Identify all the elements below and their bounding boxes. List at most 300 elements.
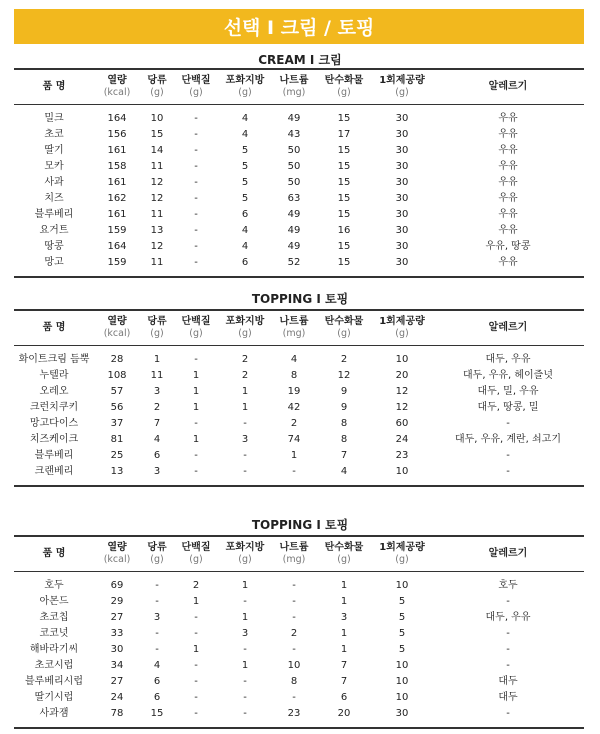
column-header-sodium xyxy=(272,536,316,572)
column-label: 단백질 xyxy=(181,542,211,553)
cell-protein: - xyxy=(194,612,198,623)
cell-protein: 1 xyxy=(192,434,200,445)
cell-allergens: 우유 xyxy=(498,113,518,124)
cell-product-name: 요거트 xyxy=(39,225,69,236)
cell-calories: 27 xyxy=(110,612,124,623)
cell-protein: - xyxy=(194,241,198,252)
cell-calories: 161 xyxy=(107,145,127,156)
cell-sodium: - xyxy=(292,644,296,655)
cell-product-name: 모카 xyxy=(44,161,64,172)
cell-carbohydrate: 20 xyxy=(337,708,351,719)
table-row xyxy=(14,223,584,239)
cell-allergens: 우유 xyxy=(498,145,518,156)
table-row xyxy=(14,191,584,207)
cell-saturated-fat: - xyxy=(243,644,247,655)
cell-protein: - xyxy=(194,193,198,204)
cell-protein: - xyxy=(194,628,198,639)
cell-sugar: 4 xyxy=(153,660,161,671)
cell-sodium: 49 xyxy=(287,225,301,236)
column-header-saturated-fat xyxy=(218,310,272,346)
cell-allergens: 우유 xyxy=(498,225,518,236)
cell-protein: 1 xyxy=(192,596,200,607)
column-header-protein xyxy=(174,310,218,346)
column-header-serving-size xyxy=(372,536,432,572)
cell-sugar: - xyxy=(155,628,159,639)
cell-serving-size: 30 xyxy=(395,177,409,188)
cell-allergens: - xyxy=(506,628,510,639)
cell-saturated-fat: 1 xyxy=(241,386,249,397)
cell-protein: - xyxy=(194,660,198,671)
cell-product-name: 망고 xyxy=(44,257,64,268)
cell-serving-size: 30 xyxy=(395,129,409,140)
column-label: 포화지방 xyxy=(225,75,265,86)
cell-allergens: - xyxy=(506,418,510,429)
column-header-calories xyxy=(94,536,140,572)
cell-calories: 69 xyxy=(110,580,124,591)
cell-sodium: - xyxy=(292,580,296,591)
cell-serving-size: 5 xyxy=(398,596,406,607)
cell-carbohydrate: 3 xyxy=(340,612,348,623)
cell-allergens: 대두, 밀, 우유 xyxy=(477,386,539,397)
cell-sugar: 3 xyxy=(153,386,161,397)
cell-calories: 159 xyxy=(107,225,127,236)
cell-allergens: 우유 xyxy=(498,177,518,188)
cell-calories: 161 xyxy=(107,209,127,220)
cell-serving-size: 30 xyxy=(395,161,409,172)
table-header-row xyxy=(14,536,584,572)
cell-calories: 28 xyxy=(110,354,124,365)
cell-sodium: 43 xyxy=(287,129,301,140)
cell-sugar: 15 xyxy=(150,708,164,719)
cell-saturated-fat: 5 xyxy=(241,177,249,188)
cell-allergens: 우유, 땅콩 xyxy=(485,241,531,252)
cell-allergens: 대두, 우유, 계란, 쇠고기 xyxy=(454,434,561,445)
topping-nutrition-table-1 xyxy=(14,309,584,487)
table-row xyxy=(14,207,584,223)
cell-carbohydrate: 15 xyxy=(337,113,351,124)
cell-serving-size: 24 xyxy=(395,434,409,445)
cell-saturated-fat: - xyxy=(243,692,247,703)
cell-calories: 164 xyxy=(107,113,127,124)
cell-allergens: 우유 xyxy=(498,209,518,220)
cell-saturated-fat: 2 xyxy=(241,370,249,381)
cell-protein: - xyxy=(194,708,198,719)
cell-carbohydrate: 9 xyxy=(340,386,348,397)
column-label: 알레르기 xyxy=(488,322,528,333)
cell-sugar: 11 xyxy=(150,257,164,268)
cell-carbohydrate: 8 xyxy=(340,434,348,445)
cell-saturated-fat: - xyxy=(243,450,247,461)
cell-serving-size: 30 xyxy=(395,708,409,719)
column-header-product-name xyxy=(14,69,94,105)
cell-product-name: 초코칩 xyxy=(39,612,69,623)
cell-sugar: 3 xyxy=(153,612,161,623)
cell-protein: - xyxy=(194,177,198,188)
cell-serving-size: 10 xyxy=(395,660,409,671)
cell-saturated-fat: 4 xyxy=(241,113,249,124)
cell-protein: - xyxy=(194,129,198,140)
cell-protein: - xyxy=(194,354,198,365)
column-label: 1회제공량 xyxy=(379,75,425,86)
cell-saturated-fat: 1 xyxy=(241,660,249,671)
cell-carbohydrate: 1 xyxy=(340,628,348,639)
cell-carbohydrate: 15 xyxy=(337,161,351,172)
table-row xyxy=(14,626,584,642)
cell-serving-size: 10 xyxy=(395,354,409,365)
column-unit: (kcal) xyxy=(103,328,131,339)
column-unit: (g) xyxy=(150,554,164,565)
cell-serving-size: 30 xyxy=(395,257,409,268)
cell-calories: 56 xyxy=(110,402,124,413)
cell-product-name: 누텔라 xyxy=(39,370,69,381)
column-unit: (g) xyxy=(150,328,164,339)
cell-sugar: - xyxy=(155,580,159,591)
cell-carbohydrate: 7 xyxy=(340,450,348,461)
cell-product-name: 블루베리 xyxy=(34,450,74,461)
cell-saturated-fat: 4 xyxy=(241,225,249,236)
cell-serving-size: 12 xyxy=(395,402,409,413)
cell-serving-size: 5 xyxy=(398,644,406,655)
column-unit: (mg) xyxy=(282,554,306,565)
cell-allergens: - xyxy=(506,644,510,655)
cell-product-name: 딸기 xyxy=(44,145,64,156)
cell-sodium: 50 xyxy=(287,177,301,188)
banner-title: 선택 I 크림 / 토핑 xyxy=(223,17,375,39)
cell-protein: 1 xyxy=(192,644,200,655)
cell-protein: - xyxy=(194,692,198,703)
cell-carbohydrate: 7 xyxy=(340,660,348,671)
cell-sodium: 50 xyxy=(287,145,301,156)
cell-sodium: 8 xyxy=(290,370,298,381)
cell-allergens: - xyxy=(506,660,510,671)
cell-carbohydrate: 12 xyxy=(337,370,351,381)
cell-carbohydrate: 7 xyxy=(340,676,348,687)
cell-serving-size: 30 xyxy=(395,193,409,204)
cell-product-name: 아몬드 xyxy=(39,596,69,607)
cell-protein: - xyxy=(194,676,198,687)
column-label: 열량 xyxy=(107,75,127,86)
column-unit: (kcal) xyxy=(103,554,131,565)
column-header-protein xyxy=(174,536,218,572)
cell-saturated-fat: 1 xyxy=(241,402,249,413)
column-label: 알레르기 xyxy=(488,548,528,559)
cell-serving-size: 5 xyxy=(398,628,406,639)
cell-carbohydrate: 15 xyxy=(337,193,351,204)
column-label: 단백질 xyxy=(181,75,211,86)
column-header-protein xyxy=(174,69,218,105)
cell-saturated-fat: 6 xyxy=(241,257,249,268)
cell-protein: 1 xyxy=(192,370,200,381)
section-title-topping-2: TOPPING I 토핑 xyxy=(251,518,349,532)
section-title-topping-1: TOPPING I 토핑 xyxy=(251,292,349,306)
cell-sodium: 8 xyxy=(290,676,298,687)
cell-sugar: 11 xyxy=(150,370,164,381)
cell-saturated-fat: 3 xyxy=(241,434,249,445)
cell-saturated-fat: - xyxy=(243,466,247,477)
table-row xyxy=(14,400,584,416)
cell-calories: 108 xyxy=(107,370,127,381)
cell-allergens: 대두 xyxy=(498,676,518,687)
cell-sodium: 49 xyxy=(287,209,301,220)
cell-carbohydrate: 15 xyxy=(337,209,351,220)
table-row xyxy=(14,432,584,448)
table-row xyxy=(14,127,584,143)
cell-calories: 162 xyxy=(107,193,127,204)
column-label: 품 명 xyxy=(42,548,66,559)
table-row xyxy=(14,159,584,175)
cell-product-name: 사과 xyxy=(44,177,64,188)
cell-sugar: 12 xyxy=(150,177,164,188)
table-row xyxy=(14,368,584,384)
column-label: 나트륨 xyxy=(279,316,309,327)
cell-sugar: 12 xyxy=(150,241,164,252)
cell-product-name: 블루베리시럽 xyxy=(25,676,83,687)
column-label: 당류 xyxy=(147,542,167,553)
cell-protein: - xyxy=(194,418,198,429)
cell-sodium: - xyxy=(292,596,296,607)
cell-product-name: 망고다이스 xyxy=(29,418,79,429)
cell-protein: - xyxy=(194,225,198,236)
cell-sodium: - xyxy=(292,612,296,623)
table-row xyxy=(14,143,584,159)
cell-allergens: 대두, 우유, 헤이즐넛 xyxy=(463,370,553,381)
table-row xyxy=(14,105,584,128)
cell-saturated-fat: 5 xyxy=(241,161,249,172)
cell-product-name: 밀크 xyxy=(44,113,64,124)
cell-saturated-fat: - xyxy=(243,676,247,687)
cell-product-name: 호두 xyxy=(44,580,64,591)
cell-serving-size: 10 xyxy=(395,676,409,687)
cell-calories: 156 xyxy=(107,129,127,140)
column-unit: (g) xyxy=(395,554,409,565)
cell-saturated-fat: 6 xyxy=(241,209,249,220)
cell-sodium: 52 xyxy=(287,257,301,268)
cell-carbohydrate: 8 xyxy=(340,418,348,429)
cell-saturated-fat: - xyxy=(243,418,247,429)
table-header-row xyxy=(14,310,584,346)
column-label: 포화지방 xyxy=(225,542,265,553)
cell-sodium: 19 xyxy=(287,386,301,397)
table-row xyxy=(14,416,584,432)
column-header-sodium xyxy=(272,69,316,105)
cell-allergens: - xyxy=(506,596,510,607)
column-unit: (g) xyxy=(189,328,203,339)
cell-product-name: 해바라기씨 xyxy=(29,644,79,655)
cell-carbohydrate: 4 xyxy=(340,466,348,477)
cell-sugar: 2 xyxy=(153,402,161,413)
cell-saturated-fat: 4 xyxy=(241,241,249,252)
table-header-row xyxy=(14,69,584,105)
column-unit: (g) xyxy=(337,328,351,339)
cell-sugar: 11 xyxy=(150,161,164,172)
cell-sugar: 10 xyxy=(150,113,164,124)
cell-sugar: 11 xyxy=(150,209,164,220)
cell-product-name: 사과잼 xyxy=(39,708,69,719)
cell-calories: 78 xyxy=(110,708,124,719)
cell-carbohydrate: 15 xyxy=(337,145,351,156)
table-row xyxy=(14,255,584,277)
column-label: 나트륨 xyxy=(279,75,309,86)
cell-serving-size: 60 xyxy=(395,418,409,429)
cell-calories: 24 xyxy=(110,692,124,703)
cell-protein: 2 xyxy=(192,580,200,591)
cell-sodium: 74 xyxy=(287,434,301,445)
column-label: 탄수화물 xyxy=(324,316,364,327)
cell-sugar: 6 xyxy=(153,676,161,687)
cell-product-name: 초코시럽 xyxy=(34,660,74,671)
cell-sugar: 14 xyxy=(150,145,164,156)
cell-calories: 158 xyxy=(107,161,127,172)
cell-allergens: 우유 xyxy=(498,257,518,268)
column-label: 품 명 xyxy=(42,322,66,333)
cell-sugar: 7 xyxy=(153,418,161,429)
cell-carbohydrate: 1 xyxy=(340,596,348,607)
column-header-allergens xyxy=(432,310,584,346)
cell-carbohydrate: 1 xyxy=(340,580,348,591)
column-header-sodium xyxy=(272,310,316,346)
column-unit: (g) xyxy=(238,328,252,339)
cell-carbohydrate: 15 xyxy=(337,257,351,268)
cell-serving-size: 23 xyxy=(395,450,409,461)
cell-sugar: 13 xyxy=(150,225,164,236)
column-label: 품 명 xyxy=(42,81,66,92)
cream-nutrition-table xyxy=(14,68,584,278)
cell-sodium: - xyxy=(292,466,296,477)
cell-protein: - xyxy=(194,113,198,124)
column-unit: (mg) xyxy=(282,328,306,339)
column-unit: (g) xyxy=(189,554,203,565)
table-row xyxy=(14,642,584,658)
cell-calories: 13 xyxy=(110,466,124,477)
column-unit: (kcal) xyxy=(103,87,131,98)
cell-carbohydrate: 15 xyxy=(337,177,351,188)
column-label: 탄수화물 xyxy=(324,75,364,86)
cell-sodium: 2 xyxy=(290,628,298,639)
cell-allergens: - xyxy=(506,466,510,477)
column-label: 탄수화물 xyxy=(324,542,364,553)
column-header-saturated-fat xyxy=(218,536,272,572)
column-label: 1회제공량 xyxy=(379,542,425,553)
column-unit: (g) xyxy=(395,328,409,339)
cell-product-name: 치즈케이크 xyxy=(29,434,79,445)
cell-calories: 33 xyxy=(110,628,124,639)
table-row xyxy=(14,690,584,706)
cell-protein: - xyxy=(194,450,198,461)
topping-nutrition-table-2 xyxy=(14,535,584,729)
column-unit: (g) xyxy=(189,87,203,98)
cell-serving-size: 10 xyxy=(395,466,409,477)
cell-allergens: - xyxy=(506,450,510,461)
column-unit: (g) xyxy=(238,554,252,565)
cell-serving-size: 30 xyxy=(395,209,409,220)
cell-protein: 1 xyxy=(192,386,200,397)
column-header-sugar xyxy=(140,310,174,346)
cell-carbohydrate: 6 xyxy=(340,692,348,703)
cell-sugar: 12 xyxy=(150,193,164,204)
cell-allergens: 대두, 우유 xyxy=(485,354,531,365)
column-header-calories xyxy=(94,69,140,105)
cell-allergens: 대두 xyxy=(498,692,518,703)
column-label: 열량 xyxy=(107,316,127,327)
cell-saturated-fat: - xyxy=(243,708,247,719)
cell-protein: - xyxy=(194,145,198,156)
cell-product-name: 크랜베리 xyxy=(34,466,74,477)
cell-saturated-fat: 5 xyxy=(241,193,249,204)
table-row xyxy=(14,464,584,486)
column-unit: (g) xyxy=(337,554,351,565)
cell-calories: 57 xyxy=(110,386,124,397)
cell-sodium: 1 xyxy=(290,450,298,461)
column-unit: (g) xyxy=(395,87,409,98)
cell-protein: 1 xyxy=(192,402,200,413)
column-label: 열량 xyxy=(107,542,127,553)
cell-sugar: - xyxy=(155,596,159,607)
cell-serving-size: 12 xyxy=(395,386,409,397)
cell-sodium: 4 xyxy=(290,354,298,365)
cell-sugar: 3 xyxy=(153,466,161,477)
cell-protein: - xyxy=(194,161,198,172)
column-header-allergens xyxy=(432,69,584,105)
table-row xyxy=(14,610,584,626)
cell-saturated-fat: 3 xyxy=(241,628,249,639)
cell-sodium: 49 xyxy=(287,113,301,124)
cell-allergens: 호두 xyxy=(498,580,518,591)
column-unit: (g) xyxy=(150,87,164,98)
cell-sodium: 50 xyxy=(287,161,301,172)
cell-calories: 25 xyxy=(110,450,124,461)
cell-calories: 37 xyxy=(110,418,124,429)
cell-product-name: 화이트크림 듬뿍 xyxy=(18,354,90,365)
cell-calories: 81 xyxy=(110,434,124,445)
column-header-sugar xyxy=(140,69,174,105)
cell-product-name: 초코 xyxy=(44,129,64,140)
cell-carbohydrate: 2 xyxy=(340,354,348,365)
cell-product-name: 블루베리 xyxy=(34,209,74,220)
cell-allergens: 우유 xyxy=(498,161,518,172)
cell-allergens: 우유 xyxy=(498,193,518,204)
column-header-allergens xyxy=(432,536,584,572)
page-banner xyxy=(14,9,584,44)
cell-serving-size: 30 xyxy=(395,225,409,236)
cell-sodium: 42 xyxy=(287,402,301,413)
cell-calories: 27 xyxy=(110,676,124,687)
cell-product-name: 크런치쿠키 xyxy=(29,402,79,413)
cell-allergens: 우유 xyxy=(498,129,518,140)
table-row xyxy=(14,384,584,400)
table-row xyxy=(14,572,584,595)
column-header-carbohydrate xyxy=(316,536,372,572)
cell-allergens: 대두, 우유 xyxy=(485,612,531,623)
cell-serving-size: 30 xyxy=(395,241,409,252)
cell-carbohydrate: 16 xyxy=(337,225,351,236)
cell-saturated-fat: 4 xyxy=(241,129,249,140)
cell-saturated-fat: 2 xyxy=(241,354,249,365)
cell-allergens: - xyxy=(506,708,510,719)
cell-product-name: 오레오 xyxy=(39,386,69,397)
cell-saturated-fat: - xyxy=(243,596,247,607)
cell-carbohydrate: 1 xyxy=(340,644,348,655)
column-label: 당류 xyxy=(147,75,167,86)
column-header-saturated-fat xyxy=(218,69,272,105)
cell-carbohydrate: 17 xyxy=(337,129,351,140)
column-header-calories xyxy=(94,310,140,346)
cell-product-name: 코코넛 xyxy=(39,628,69,639)
column-header-product-name xyxy=(14,310,94,346)
cell-carbohydrate: 9 xyxy=(340,402,348,413)
cell-protein: - xyxy=(194,466,198,477)
cell-serving-size: 10 xyxy=(395,692,409,703)
cell-calories: 164 xyxy=(107,241,127,252)
